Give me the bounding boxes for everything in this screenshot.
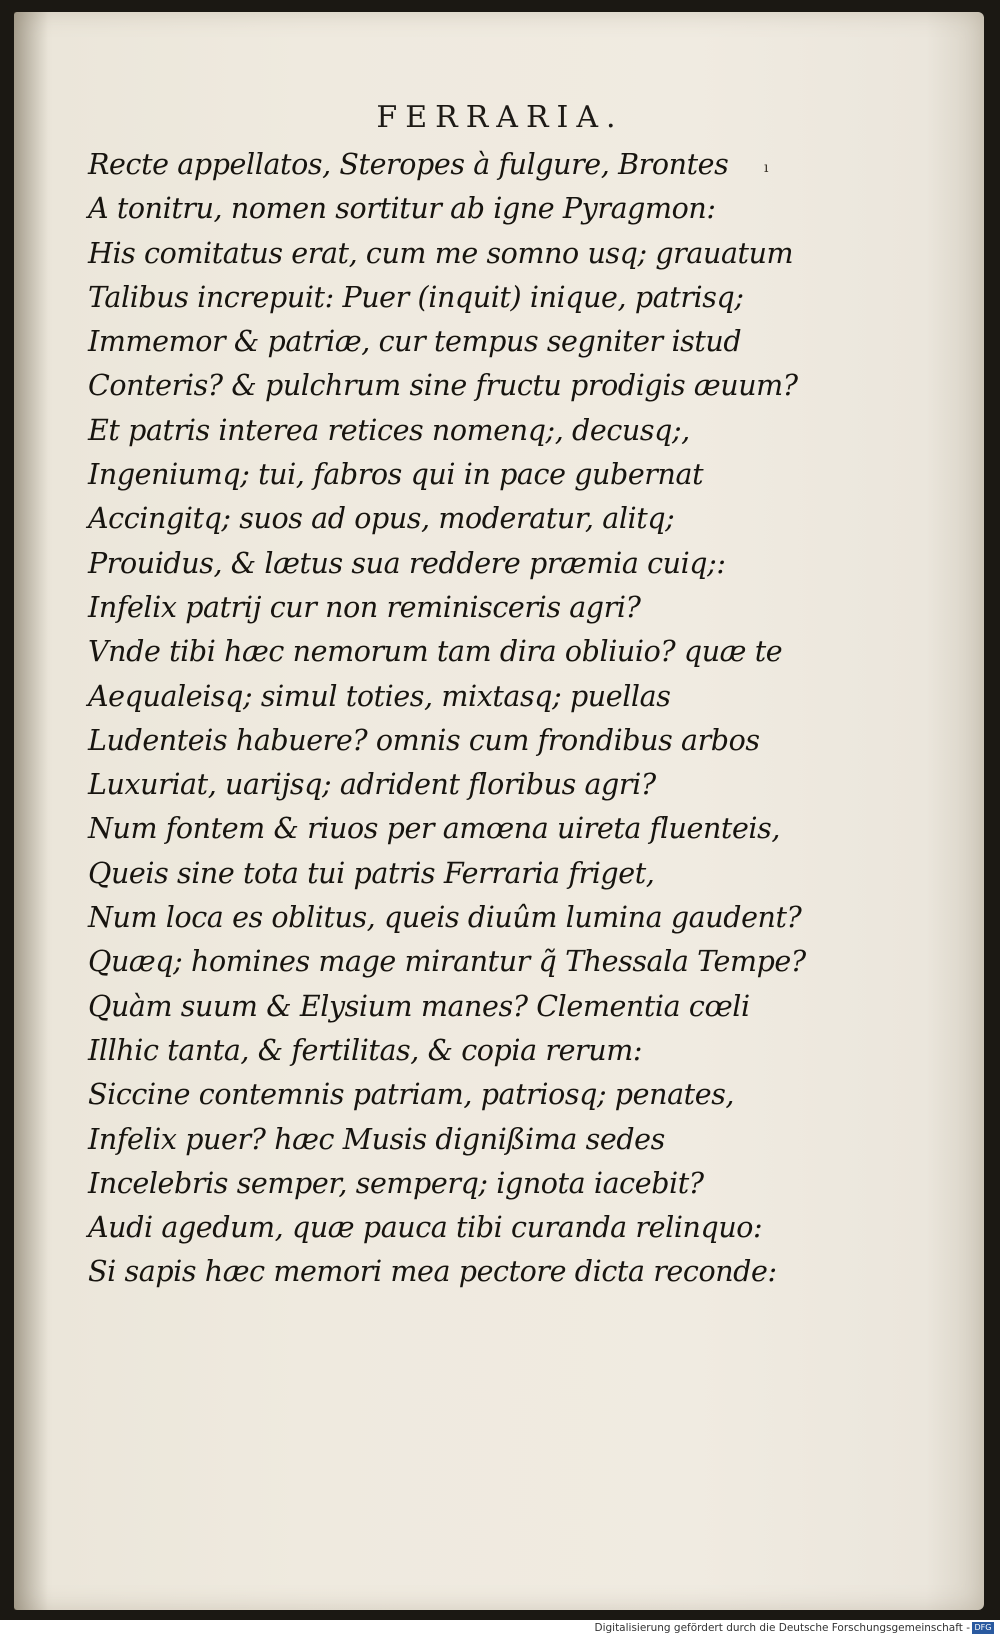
verse-line: Immemor & patriæ, cur tempus segniter istud (88, 325, 742, 359)
gutter-shadow (14, 12, 48, 1610)
verse-line: Infelix patrij cur non reminisceris agri? (88, 590, 641, 624)
verse-line: Luxuriat, uarijsq; adrident floribus agri? (88, 768, 656, 802)
verse-line: Ludenteis habuere? omnis cum frondibus arbos (88, 723, 760, 757)
verse-line: Ingeniumq; tui, fabros qui in pace gubernat (88, 458, 704, 492)
funding-credit: Digitalisierung gefördert durch die Deutsche Forschungsgemeinschaft - (594, 1622, 970, 1634)
verse-line: Quàm suum & Elysium manes? Clementia cœli (88, 989, 750, 1023)
dfg-logo: DFG (972, 1622, 994, 1634)
verse-line: Prouidus, & lætus sua reddere præmia cuiq;: (88, 546, 726, 580)
verse-line: Illhic tanta, & fertilitas, & copia rerum: (88, 1033, 643, 1067)
verse-line: Num fontem & riuos per amœna uireta fluenteis, (88, 812, 781, 846)
running-title: FERRARIA. (376, 100, 624, 135)
verse-line: Incelebris semper, semperq; ignota iacebit? (88, 1166, 704, 1200)
verse-line: Conteris? & pulchrum sine fructu prodigis æuum? (88, 369, 798, 403)
verse-line: Siccine contemnis patriam, patriosq; penates, (88, 1078, 735, 1112)
verse-line: Infelix puer? hæc Musis dignißima sedes (88, 1122, 665, 1156)
margin-mark: ı (764, 160, 769, 176)
verse-line: Num loca es oblitus, queis diuûm lumina gaudent? (88, 901, 802, 935)
verse-line: His comitatus erat, cum me somno usq; grauatum (88, 236, 794, 270)
verse-line: Si sapis hæc memori mea pectore dicta reconde: (88, 1255, 777, 1289)
verse-line: A tonitru, nomen sortitur ab igne Pyragmon: (88, 192, 716, 226)
verse-line: Audi agedum, quæ pauca tibi curanda relinquo: (88, 1211, 763, 1245)
verse-line: Aequaleisq; simul toties, mixtasq; puellas (88, 679, 671, 713)
verse-line: Quæq; homines mage mirantur q̃ Thessala Tempe? (88, 945, 806, 979)
verse-line: Queis sine tota tui patris Ferraria friget, (88, 856, 655, 890)
verse-line: Talibus increpuit: Puer (inquit) inique, patrisq; (88, 280, 744, 314)
verse-line: Et patris interea retices nomenq;, decusq;, (88, 413, 690, 447)
verse-line: Vnde tibi hæc nemorum tam dira obliuio? quæ te (88, 635, 783, 669)
verse-line: Recte appellatos, Steropes à fulgure, Brontes (88, 148, 729, 181)
verse-list (88, 143, 948, 1295)
verse-line: Accingitq; suos ad opus, moderatur, alitq; (88, 502, 675, 536)
